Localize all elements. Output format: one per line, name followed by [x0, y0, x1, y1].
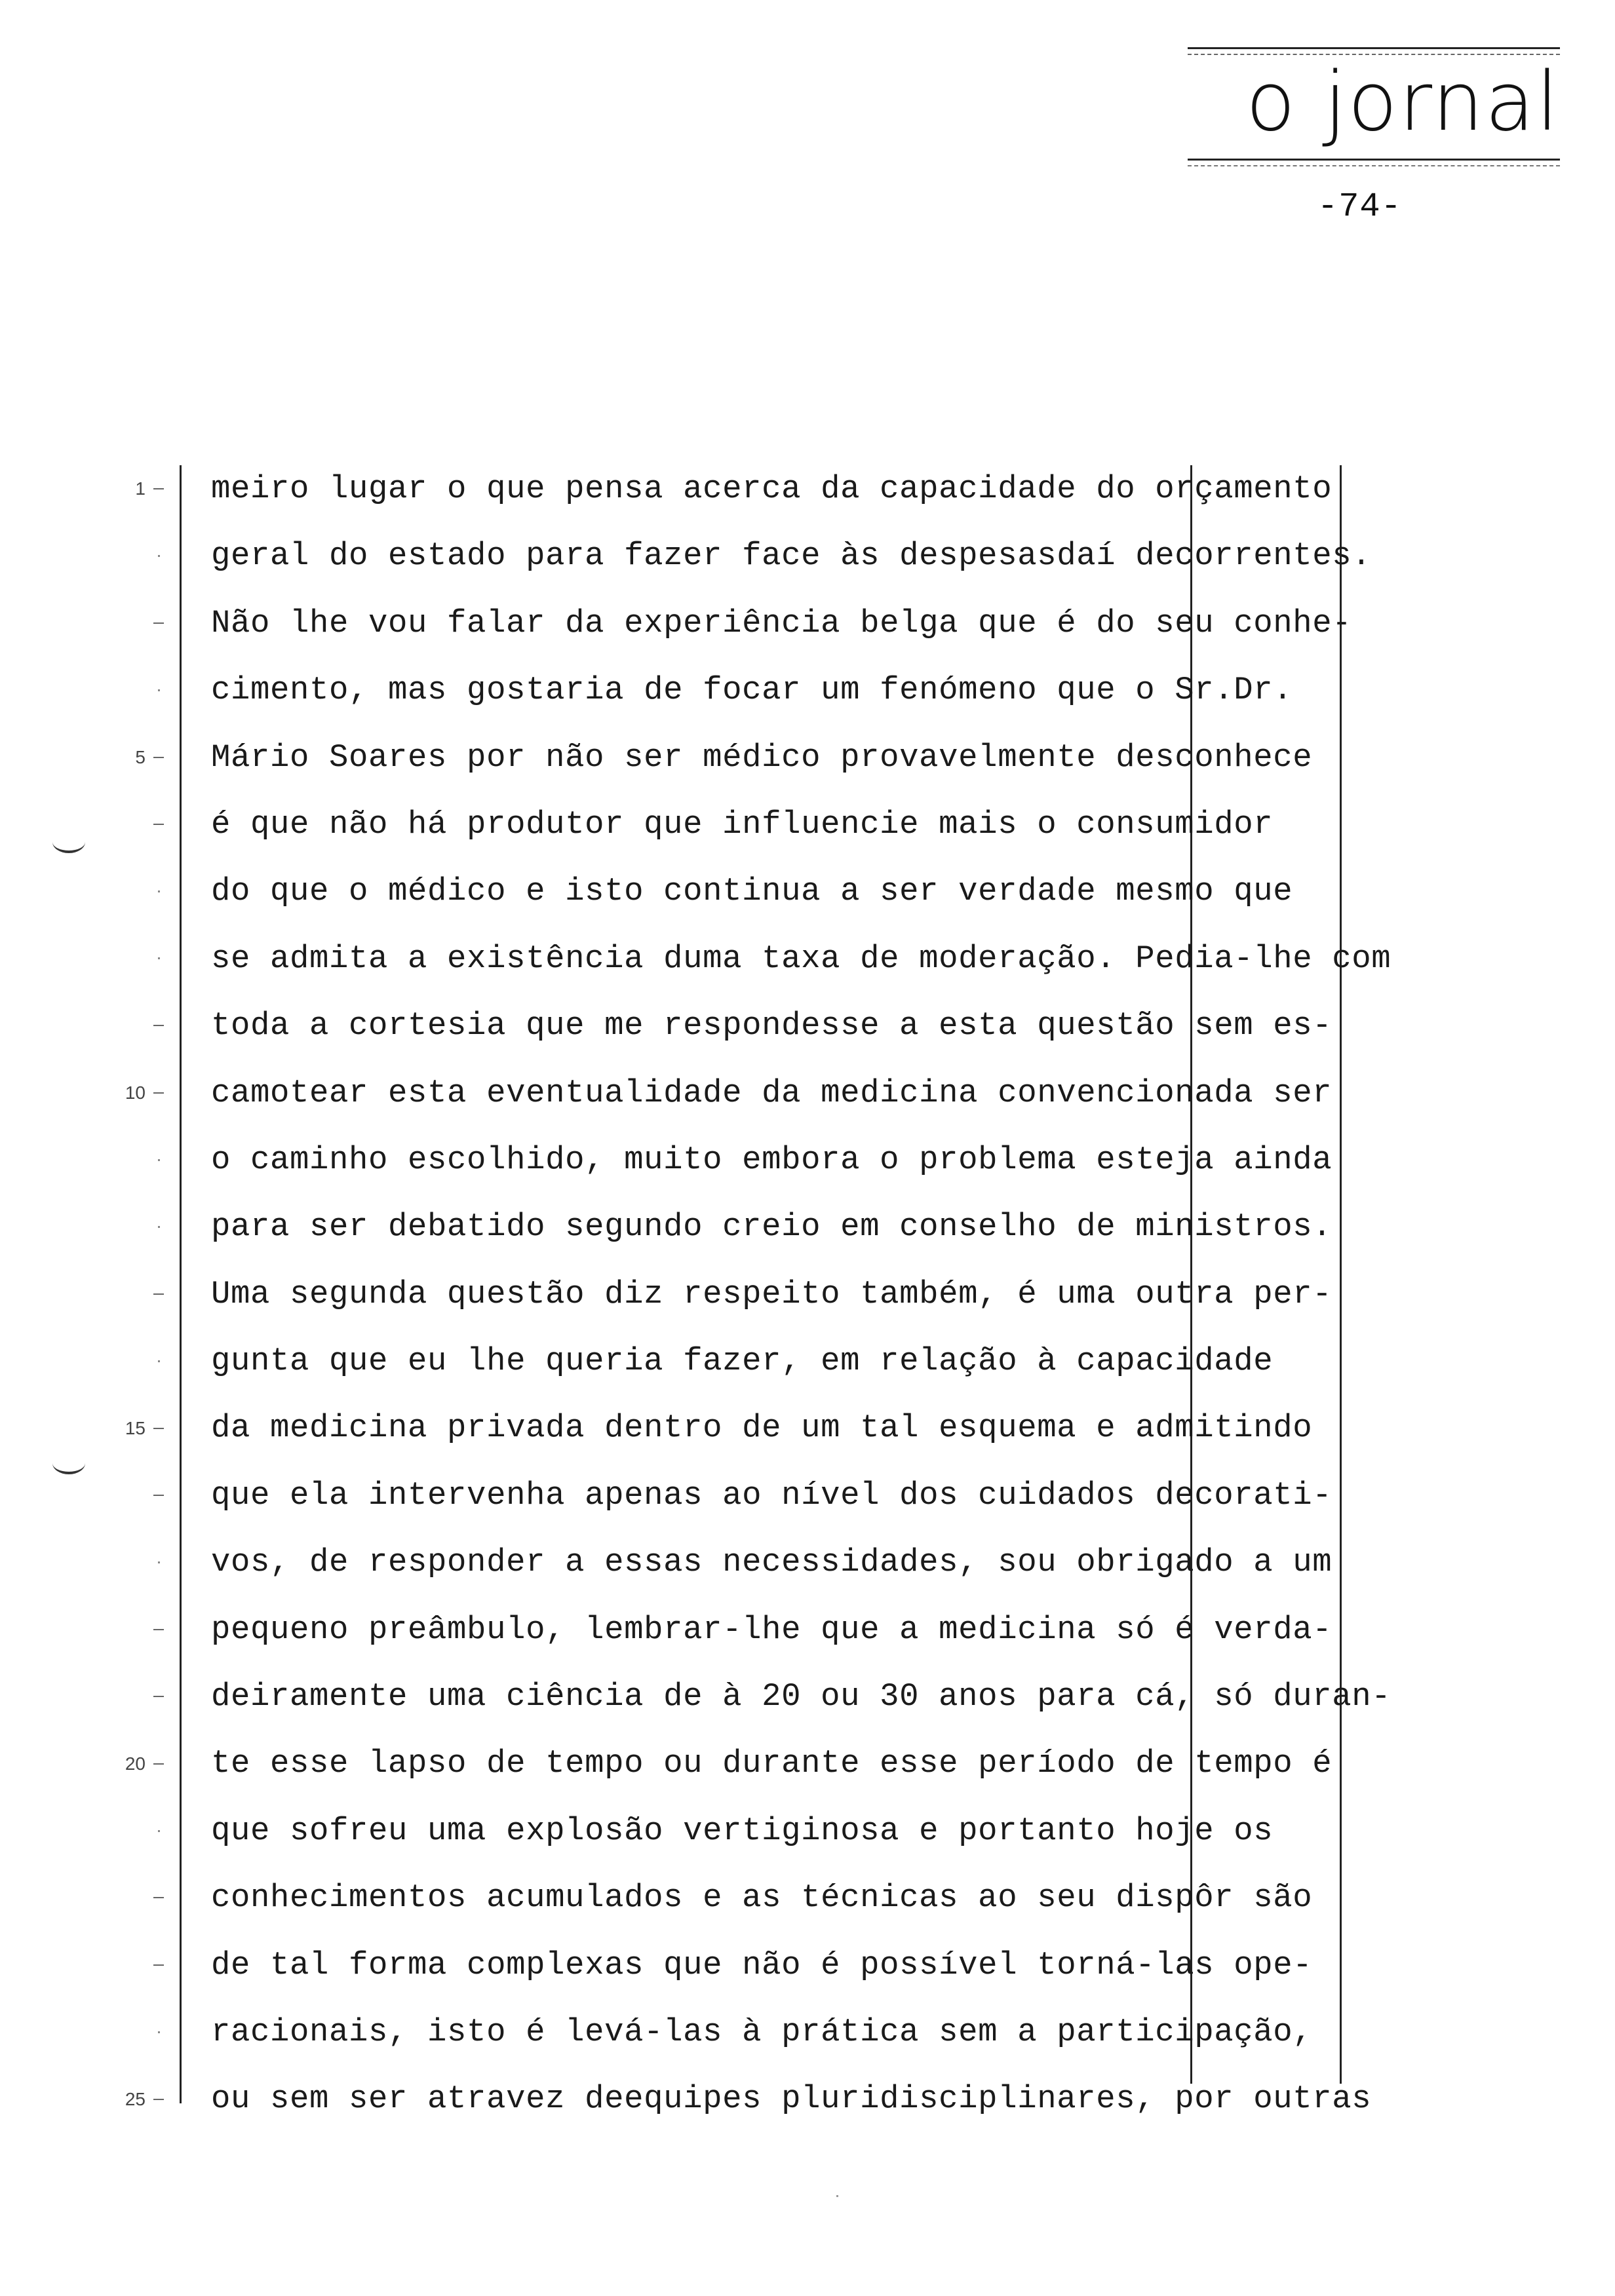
footer-dot [836, 2195, 838, 2197]
line-tick [153, 1964, 164, 1966]
text-line: Mário Soares por não ser médico provavelmente desconhece [211, 738, 1313, 776]
line-dot [158, 689, 160, 691]
typewritten-body-text [211, 455, 1456, 2133]
text-line: se admita a existência duma taxa de moderação. Pedia-lhe com [211, 940, 1391, 977]
line-dot [158, 555, 160, 557]
text-line: Não lhe vou falar da experiência belga que é do seu conhe- [211, 604, 1352, 641]
line-number-marker [98, 455, 177, 522]
page-number: -74- [1317, 187, 1402, 226]
line-dot-marker [98, 1797, 177, 1864]
line-dot [158, 2031, 160, 2033]
line-tick-marker [98, 590, 177, 657]
line-tick [153, 757, 164, 758]
line-dot-marker [98, 1193, 177, 1260]
line-tick-marker [98, 1596, 177, 1663]
line-number-marker [98, 1395, 177, 1462]
line-dot [158, 1561, 160, 1563]
masthead-top-rule [1188, 47, 1560, 49]
line-tick [153, 1092, 164, 1094]
line-number-marker [98, 1731, 177, 1797]
text-line: pequeno preâmbulo, lembrar-lhe que a medicina só é verda- [211, 1611, 1333, 1648]
text-line: que sofreu uma explosão vertiginosa e portanto hoje os [211, 1812, 1274, 1849]
line-tick [153, 1763, 164, 1765]
line-tick [153, 1897, 164, 1898]
text-line: do que o médico e isto continua a ser verdade mesmo que [211, 873, 1293, 910]
line-number: 10 [125, 1082, 146, 1103]
line-tick-marker [98, 1663, 177, 1730]
text-line: que ela intervenha apenas ao nível dos cuidados decorati- [211, 1476, 1333, 1514]
line-tick [153, 824, 164, 825]
line-number-marker [98, 2066, 177, 2133]
line-dot-marker [98, 1126, 177, 1193]
line-dot-marker [98, 925, 177, 992]
text-line: vos, de responder a essas necessidades, sou obrigado a um [211, 1544, 1333, 1581]
line-dot [158, 957, 160, 959]
margin-bracket-mark [52, 831, 85, 853]
masthead-bottom-rule [1188, 159, 1560, 161]
text-line: conhecimentos acumulados e as técnicas ao seu dispôr são [211, 1879, 1313, 1917]
left-margin-rule [180, 465, 182, 2103]
line-tick-marker [98, 791, 177, 858]
text-line: toda a cortesia que me respondesse a esta questão sem es- [211, 1007, 1333, 1044]
line-tick [153, 1495, 164, 1496]
line-tick [153, 1293, 164, 1295]
line-dot-marker [98, 522, 177, 589]
line-dot [158, 1360, 160, 1362]
line-number: 20 [125, 1753, 146, 1774]
text-line: geral do estado para fazer face às despesasdaí decorrentes. [211, 537, 1372, 575]
line-dot [158, 1226, 160, 1228]
line-dot-marker [98, 657, 177, 723]
text-line: é que não há produtor que influencie mais o consumidor [211, 805, 1274, 843]
line-tick [153, 622, 164, 624]
line-number: 25 [125, 2088, 146, 2109]
line-number: 15 [125, 1417, 146, 1438]
line-number: 1 [135, 478, 146, 499]
text-line: o caminho escolhido, muito embora o problema esteja ainda [211, 1141, 1333, 1178]
line-tick [153, 1696, 164, 1697]
line-tick [153, 488, 164, 489]
line-number-marker [98, 1060, 177, 1126]
line-number-marker [98, 724, 177, 791]
text-line: racionais, isto é levá-las à prática sem a participação, [211, 2013, 1313, 2050]
line-dot-marker [98, 1529, 177, 1596]
text-line: de tal forma complexas que não é possível torná-las ope- [211, 1946, 1313, 1983]
line-tick [153, 2099, 164, 2100]
text-line: Uma segunda questão diz respeito também, é uma outra per- [211, 1275, 1333, 1312]
text-line: para ser debatido segundo creio em conselho de ministros. [211, 1208, 1333, 1246]
line-dot-marker [98, 858, 177, 925]
line-tick-marker [98, 1932, 177, 1999]
line-tick [153, 1428, 164, 1429]
text-line: camotear esta eventualidade da medicina convencionada ser [211, 1074, 1333, 1111]
masthead-bottom-dashed-rule [1188, 165, 1560, 166]
line-dot [158, 1159, 160, 1161]
line-tick-marker [98, 1462, 177, 1529]
text-line: da medicina privada dentro de um tal esquema e admitindo [211, 1409, 1313, 1447]
masthead-logo: o jornal [1245, 55, 1560, 149]
line-dot [158, 1830, 160, 1832]
line-dot-marker [98, 1328, 177, 1394]
line-tick [153, 1025, 164, 1026]
text-line: ou sem ser atravez deequipes pluridisciplinares, por outras [211, 2080, 1372, 2118]
line-dot-marker [98, 1999, 177, 2065]
line-number: 5 [135, 746, 146, 767]
text-line: deiramente uma ciência de à 20 ou 30 anos para cá, só duran- [211, 1678, 1391, 1715]
margin-bracket-mark [52, 1452, 85, 1474]
text-line: meiro lugar o que pensa acerca da capacidade do orçamento [211, 470, 1333, 507]
line-tick-marker [98, 1864, 177, 1931]
line-dot [158, 890, 160, 892]
text-line: te esse lapso de tempo ou durante esse período de tempo é [211, 1745, 1333, 1782]
line-number-gutter [98, 455, 177, 2133]
line-tick-marker [98, 1261, 177, 1328]
line-tick [153, 1629, 164, 1630]
text-line: gunta que eu lhe queria fazer, em relação à capacidade [211, 1343, 1274, 1380]
text-line: cimento, mas gostaria de focar um fenómeno que o Sr.Dr. [211, 672, 1293, 709]
newspaper-masthead [1188, 47, 1560, 172]
line-tick-marker [98, 992, 177, 1059]
